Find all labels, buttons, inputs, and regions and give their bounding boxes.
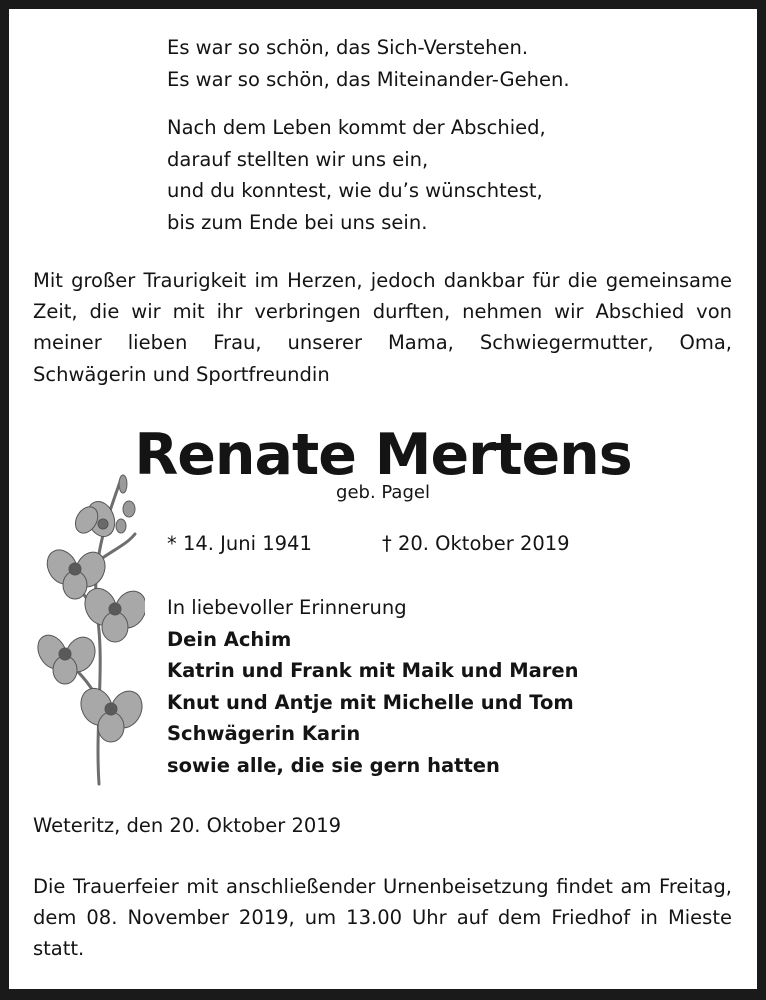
poem-stanza-1 [167, 32, 570, 95]
mourner-line: sowie alle, die sie gern hatten [167, 753, 500, 777]
death-date: † 20. Oktober 2019 [382, 532, 570, 555]
poem [167, 32, 570, 255]
poem-line: Es war so schön, das Sich-Verstehen. [167, 36, 529, 59]
poem-line: Es war so schön, das Miteinander-Gehen. [167, 67, 570, 91]
birth-date: * 14. Juni 1941 [167, 532, 312, 555]
poem-line: Nach dem Leben kommt der Abschied, [167, 116, 546, 139]
poem-line: bis zum Ende bei uns sein. [167, 210, 428, 234]
place-date: Weteritz, den 20. Oktober 2019 [33, 814, 342, 837]
deceased-name: Renate Mertens [134, 422, 632, 488]
poem-stanza-2 [167, 112, 570, 238]
mourner-line: Katrin und Frank mit Maik und Maren [167, 659, 579, 682]
orchid-branch-icon [35, 464, 145, 789]
intro-paragraph: Mit großer Traurigkeit im Herzen, jedoch dankbar für die gemeinsame Zeit, die wir mit ihr verbringen durften, nehmen wir Abschied von meiner lieben Frau, unserer Mama, Schwiegermutter, Oma, Schwägerin und Sportfreundin [33, 269, 732, 386]
mourners-block [167, 592, 578, 781]
mourner-line: Schwägerin Karin [167, 722, 361, 745]
life-dates [167, 532, 570, 555]
mourner-line: Knut und Antje mit Michelle und Tom [167, 690, 574, 714]
memorial-heading: In liebevoller Erinnerung [167, 596, 407, 619]
obituary-notice [9, 9, 757, 989]
poem-line: darauf stellten wir uns ein, [167, 147, 429, 171]
birth-name: geb. Pagel [336, 482, 430, 503]
mourner-line: Dein Achim [167, 627, 292, 651]
funeral-notice: Die Trauerfeier mit anschließender Urnenbeisetzung findet am Freitag, dem 08. November 2019, um 13.00 Uhr auf dem Friedhof in Mieste statt. [33, 875, 732, 961]
poem-line: und du konntest, wie du’s wünschtest, [167, 179, 543, 202]
